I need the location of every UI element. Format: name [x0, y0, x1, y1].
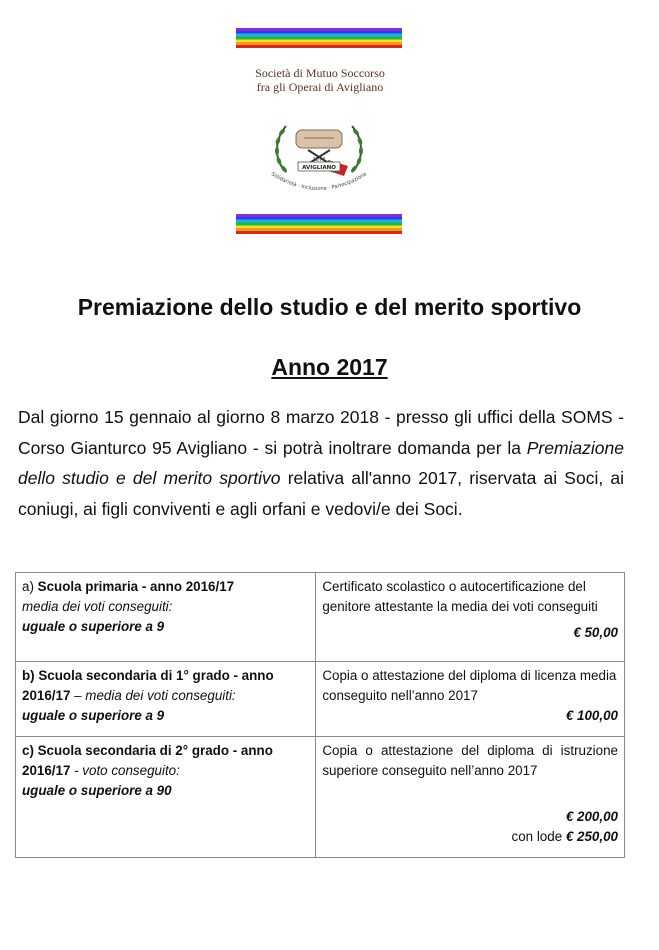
award-amount: € 200,00 — [565, 809, 618, 824]
org-name-line-1: Società di Mutuo Soccorso — [255, 66, 385, 80]
honors-label: con lode — [511, 829, 566, 844]
emblem-ribbon-text: AVIGLIANO — [302, 165, 336, 171]
threshold-text: uguale o superiore a 90 — [22, 783, 172, 798]
rainbow-band-top — [236, 28, 402, 48]
criterion-text: - voto conseguito: — [70, 763, 180, 778]
requirement-cell — [16, 662, 316, 737]
intro-text-part2: relativa all'anno 2017, riservata ai Soci, ai coniugi, ai figli conviventi e agli orfani e vedovi/e dei Soci. — [18, 468, 624, 519]
document-cell — [316, 662, 625, 737]
school-level: b) Scuola secondaria di 1° grado - anno 2016/17 — [22, 668, 274, 703]
society-emblem-icon — [264, 110, 374, 200]
required-document: Certificato scolastico o autocertificazione del genitore attestante la media dei voti conseguiti — [322, 579, 598, 614]
required-document: Copia o attestazione del diploma di licenza media conseguito nell’anno 2017 — [322, 668, 617, 703]
requirement-cell — [16, 737, 316, 858]
emblem-motto-text: Solidarietà · Inclusione · Partecipazione — [269, 171, 369, 193]
emblem-year: 1874 — [312, 157, 326, 163]
criterion-text: media dei voti conseguiti: — [22, 599, 173, 614]
document-cell — [316, 737, 625, 858]
award-amount: € 50,00 — [573, 625, 618, 640]
intro-paragraph — [18, 402, 624, 524]
rainbow-band-bottom — [236, 214, 402, 234]
organization-name — [200, 66, 440, 94]
intro-text-emphasis: Premiazione dello studio e del merito sportivo — [18, 437, 624, 488]
page-title: Premiazione dello studio e del merito sportivo — [77, 294, 582, 320]
honors-line — [322, 827, 618, 847]
threshold-text: uguale o superiore a 9 — [22, 708, 165, 723]
emblem-motto — [270, 171, 368, 192]
school-level: c) Scuola secondaria di 2° grado - anno 2016/17 — [22, 743, 273, 778]
intro-text-part1: Dal giorno 15 gennaio al giorno 8 marzo 2018 - presso gli uffici della SOMS - Corso Gianturco 95 Avigliano - si potrà inoltrare domanda per la — [18, 407, 624, 458]
table-row — [16, 662, 625, 737]
requirement-cell — [16, 573, 316, 662]
award-amount: € 100,00 — [565, 708, 618, 723]
awards-table — [15, 572, 625, 858]
org-name-line-2: fra gli Operai di Avigliano — [256, 80, 384, 94]
criterion-text: – media dei voti conseguiti: — [70, 688, 236, 703]
table-row — [16, 573, 625, 662]
required-document: Copia o attestazione del diploma di istruzione superiore conseguito nell’anno 2017 — [322, 743, 618, 778]
table-row — [16, 737, 625, 858]
threshold-text: uguale o superiore a 9 — [22, 619, 165, 634]
honors-amount: € 250,00 — [565, 829, 618, 844]
year-heading: Anno 2017 — [271, 354, 388, 380]
school-level: Scuola primaria - anno 2016/17 — [37, 579, 235, 594]
document-cell — [316, 573, 625, 662]
row-prefix: a) — [22, 579, 38, 594]
